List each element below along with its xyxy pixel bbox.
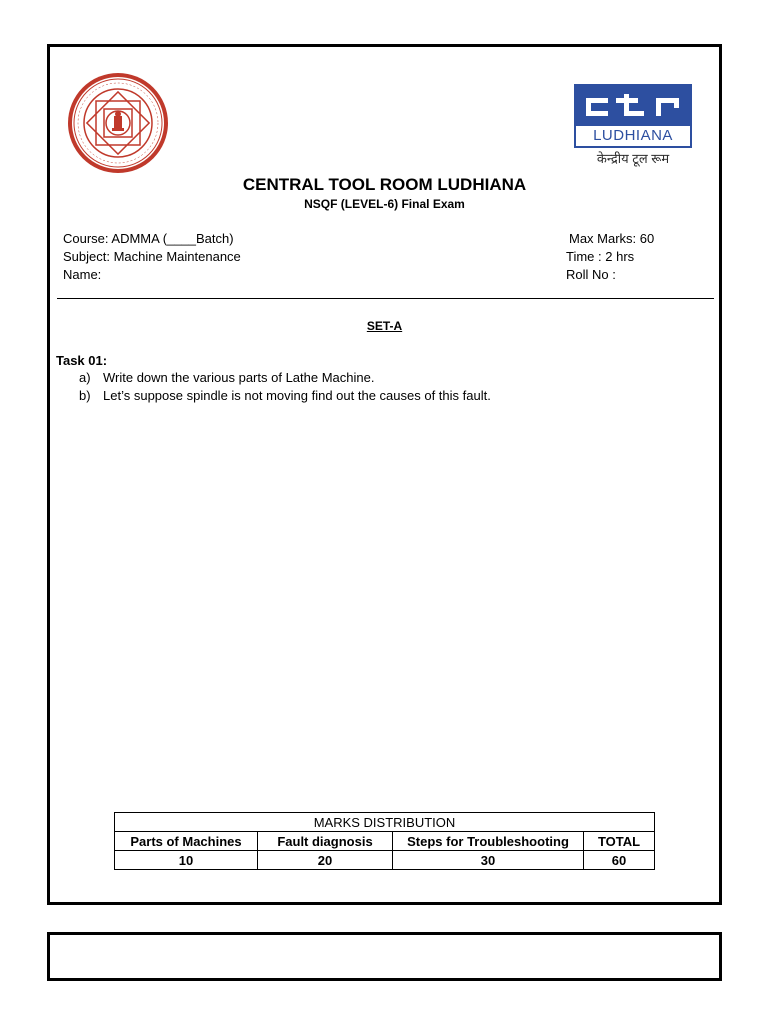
page-subtitle: NSQF (LEVEL-6) Final Exam [304,197,465,211]
value-steps-troubleshooting: 30 [393,851,584,870]
header-total: TOTAL [584,832,655,851]
page-title: CENTRAL TOOL ROOM LUDHIANA [242,175,527,194]
set-label: SET-A [366,319,403,333]
value-fault-diagnosis: 20 [258,851,393,870]
question-b [79,388,491,403]
question-text: Let’s suppose spindle is not moving find out the causes of this fault. [103,388,491,403]
subject-info: Subject: Machine Maintenance [63,249,241,264]
header-steps-troubleshooting: Steps for Troubleshooting [393,832,584,851]
development-commissioner-msme-emblem [66,71,170,175]
table-row [115,851,655,870]
value-parts-of-machines: 10 [115,851,258,870]
exam-page [47,44,722,905]
max-marks-info: Max Marks: 60 [569,231,655,246]
value-total: 60 [584,851,655,870]
question-marker: a) [79,370,91,385]
time-info: Time : 2 hrs [566,249,635,264]
question-marker: b) [79,388,91,403]
roll-no-field: Roll No : [566,267,616,282]
header-fault-diagnosis: Fault diagnosis [258,832,393,851]
name-field: Name: [63,267,102,282]
footer-box [47,932,722,981]
marks-distribution-table [114,812,655,870]
table-title: MARKS DISTRIBUTION [115,813,655,832]
question-a [79,370,374,385]
question-text: Write down the various parts of Lathe Machine. [103,370,375,385]
ctr-letters-icon [576,86,690,126]
header-parts-of-machines: Parts of Machines [115,832,258,851]
table-title-row [115,813,655,832]
ctr-ludhiana-logo [574,84,692,148]
ctr-logo-text: LUDHIANA [593,127,673,144]
course-info: Course: ADMMA (____Batch) [63,231,234,246]
task-heading: Task 01: [56,353,108,368]
ctr-hindi-text: केन्द्रीय टूल रूम [596,151,670,166]
table-header-row [115,832,655,851]
divider [57,298,714,299]
